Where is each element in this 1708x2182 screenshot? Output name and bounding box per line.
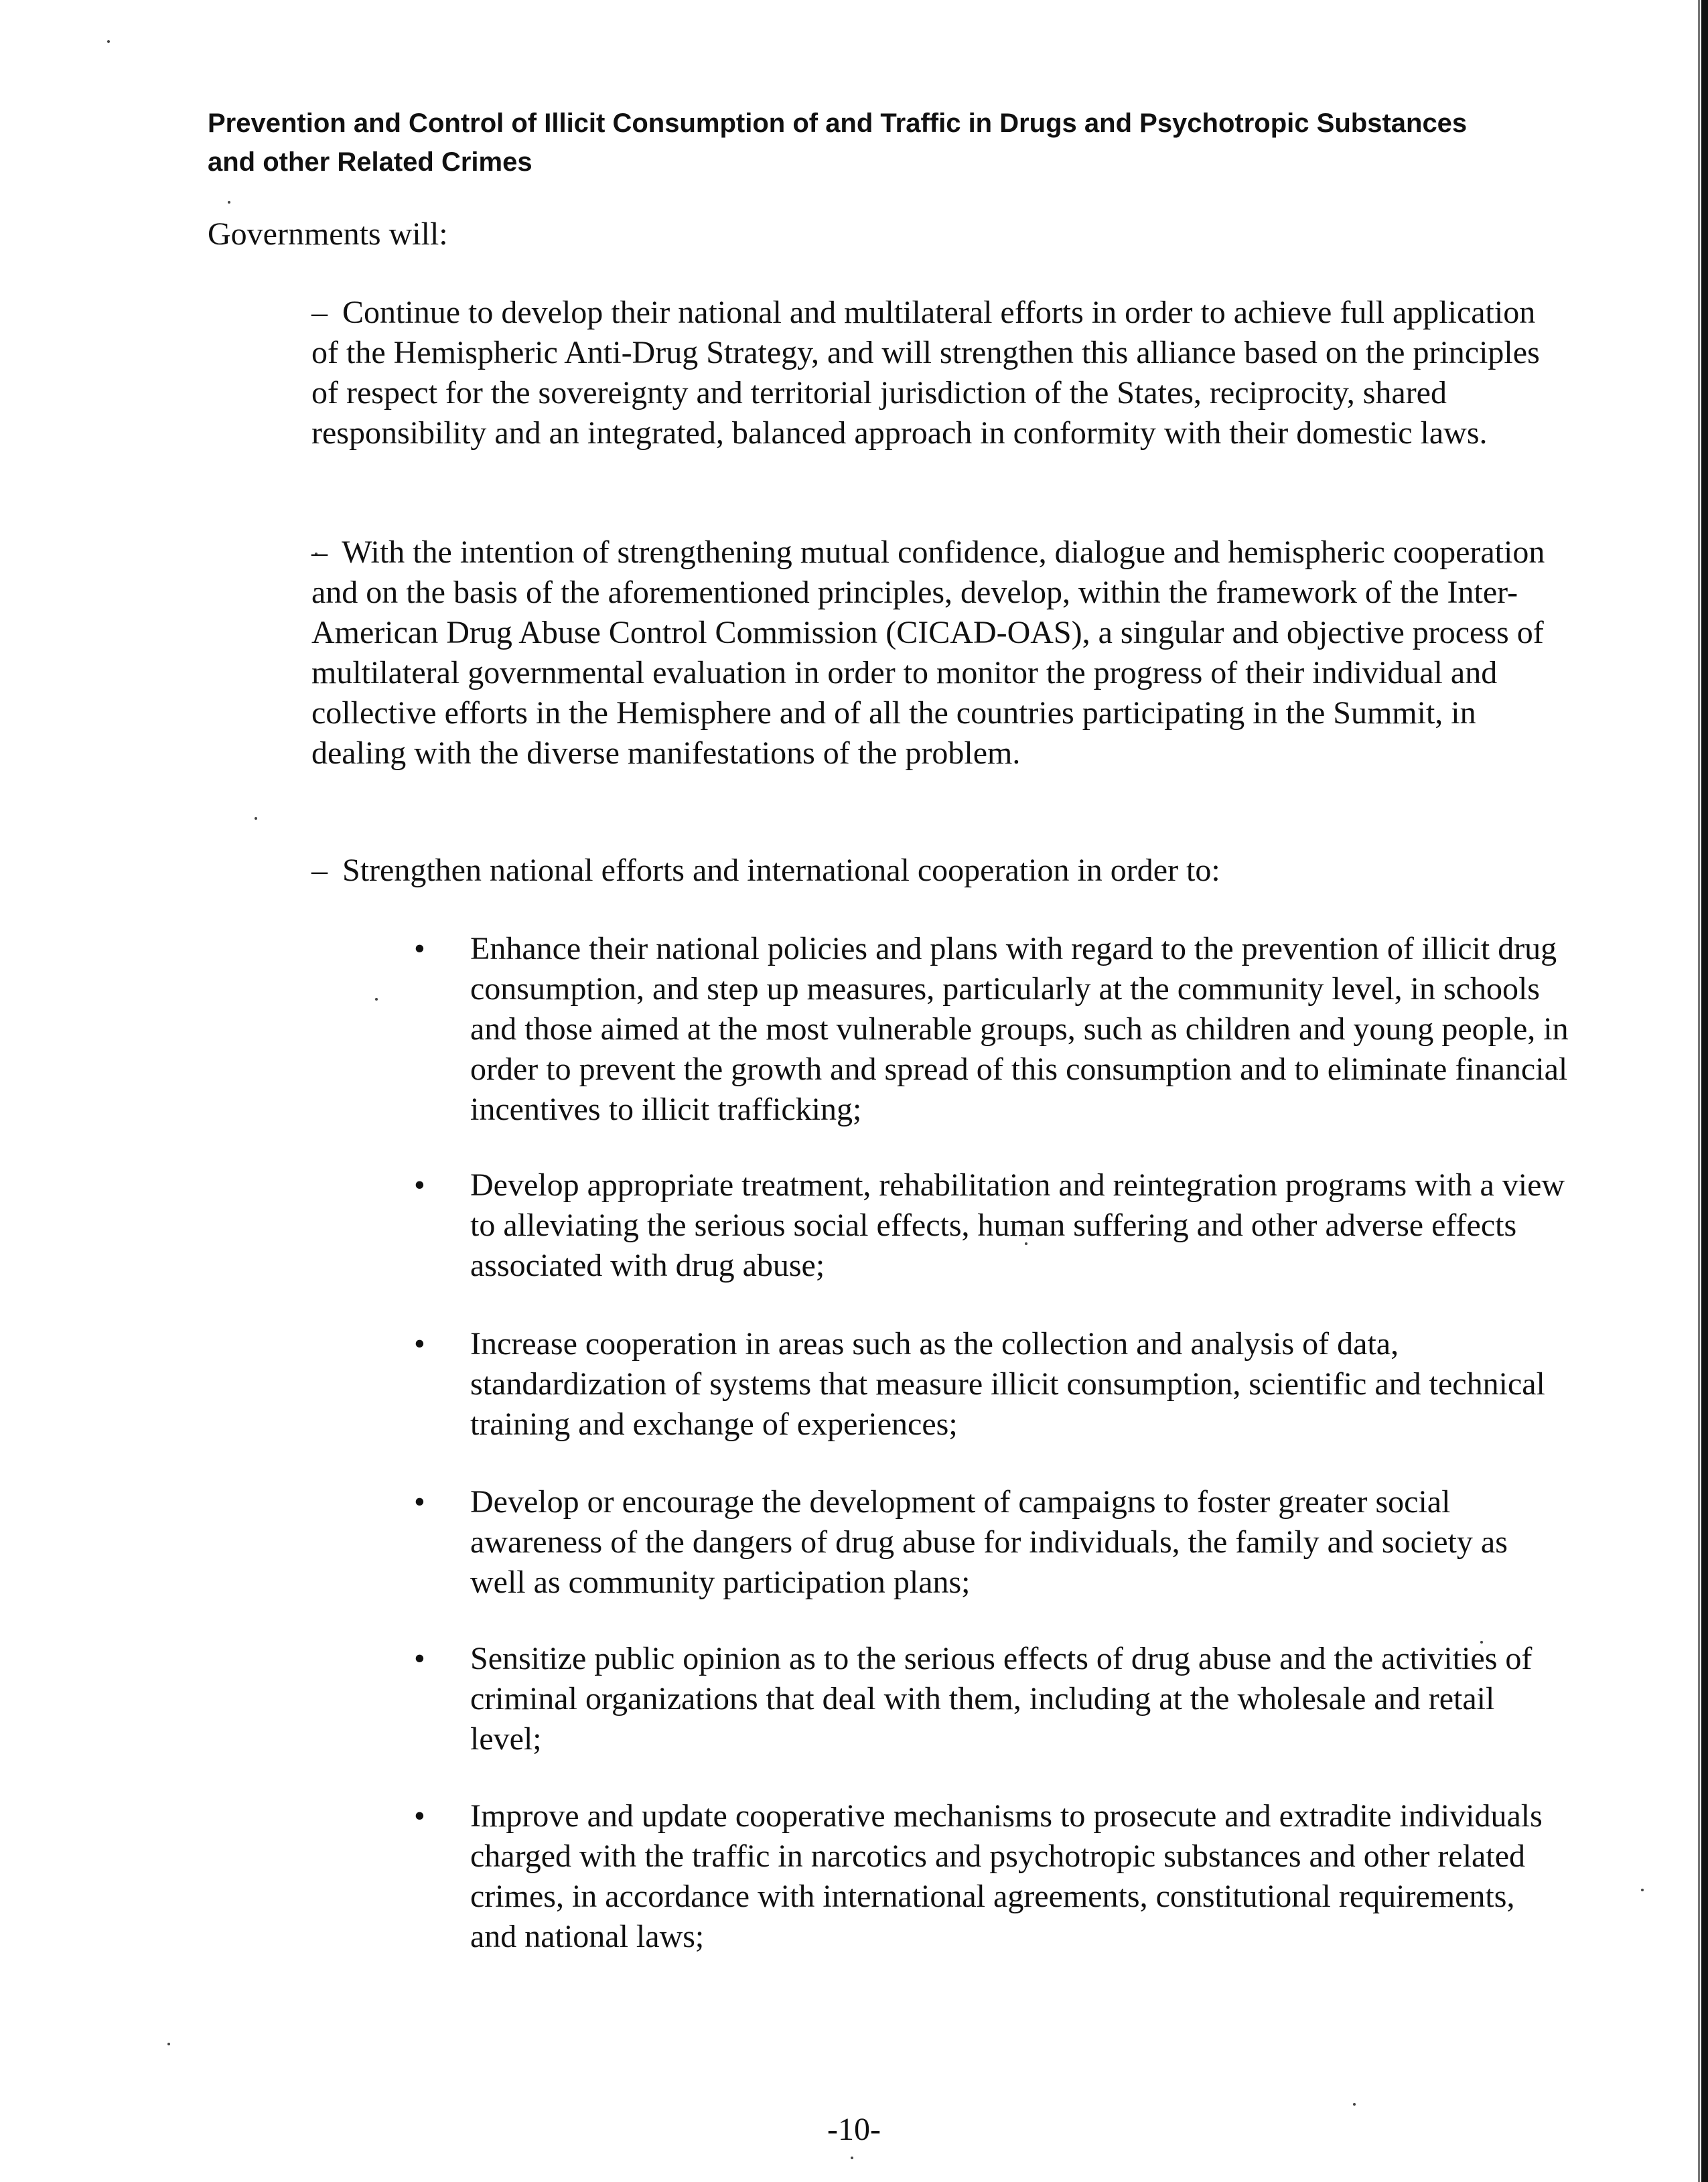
bullet-marker: • <box>414 1326 425 1362</box>
bullet-marker: • <box>414 1167 425 1203</box>
list-item-text: Increase cooperation in areas such as the collection and analysis of data, standardization of systems that measure illicit consumption, scientific and technical training and exchange of experiences; <box>470 1326 1545 1442</box>
scan-speck <box>228 201 230 204</box>
section-heading: Prevention and Control of Illicit Consumption of and Traffic in Drugs and Psychotropic Substances and other Related Crimes <box>208 108 1468 177</box>
scan-speck <box>851 2157 853 2159</box>
paragraph-3 <box>311 851 1551 891</box>
dash-marker: – <box>311 534 328 570</box>
scan-edge-line <box>1698 0 1700 2182</box>
list-item-text: Develop appropriate treatment, rehabilitation and reintegration programs with a view to alleviating the serious social effects, human suffering and other adverse effects associated with drug abuse; <box>470 1167 1565 1283</box>
dash-marker: – <box>311 853 328 888</box>
list-item-text: Enhance their national policies and plans with regard to the prevention of illicit drug consumption, and step up measures, particularly at the community level, in schools and those aimed at the most vulnerable groups, such as children and young people, in order to prevent the growth and spread of this consumption and to eliminate financial incentives to illicit trafficking; <box>470 931 1569 1127</box>
scan-speck <box>375 998 378 1001</box>
bullet-marker: • <box>414 1798 425 1834</box>
scan-edge-border <box>1701 0 1708 2182</box>
list-item-text: Sensitize public opinion as to the serious effects of drug abuse and the activities of criminal organizations that deal with them, including at the wholesale and retail level; <box>470 1641 1533 1757</box>
paragraph-text: Strengthen national efforts and international cooperation in order to: <box>342 853 1220 888</box>
paragraph-text: Continue to develop their national and multilateral efforts in order to achieve full application of the Hemispheric Anti-Drug Strategy, and will strengthen this alliance based on the principles of respect for the sovereignty and territorial jurisdiction of the States, reciprocity, shared responsibility and an integrated, balanced approach in conformity with their domestic laws. <box>311 295 1540 451</box>
bullet-marker: • <box>414 1641 425 1676</box>
scan-speck <box>1641 1889 1644 1891</box>
scan-speck <box>107 40 110 43</box>
scan-speck <box>167 2043 170 2045</box>
bullet-marker: • <box>414 931 425 966</box>
intro-text: Governments will: <box>208 216 448 252</box>
dash-marker: – <box>311 295 328 330</box>
paragraph-2 <box>311 532 1551 774</box>
bullet-marker: • <box>414 1484 425 1520</box>
paragraph-text: With the intention of strengthening mutual confidence, dialogue and hemispheric cooperation and on the basis of the aforementioned principles, develop, within the framework of the Inter-American Drug Abuse Control Commission (CICAD-OAS), a singular and objective process of multilateral governmental evaluation in order to monitor the progress of their individual and collective efforts in the Hemisphere and of all the countries participating in the Summit, in dealing with the diverse manifestations of the problem. <box>311 534 1545 771</box>
paragraph-1 <box>311 293 1551 453</box>
scan-speck <box>1353 2103 1356 2106</box>
list-item-text: Improve and update cooperative mechanisms to prosecute and extradite individuals charged with the traffic in narcotics and psychotropic substances and other related crimes, in accordance with international agreements, constitutional requirements, and national laws; <box>470 1798 1543 1954</box>
page-number: -10- <box>827 2112 881 2147</box>
list-item-text: Develop or encourage the development of campaigns to foster greater social awareness of the dangers of drug abuse for individuals, the family and society as well as community participation plans; <box>470 1484 1508 1600</box>
scan-speck <box>255 817 257 820</box>
